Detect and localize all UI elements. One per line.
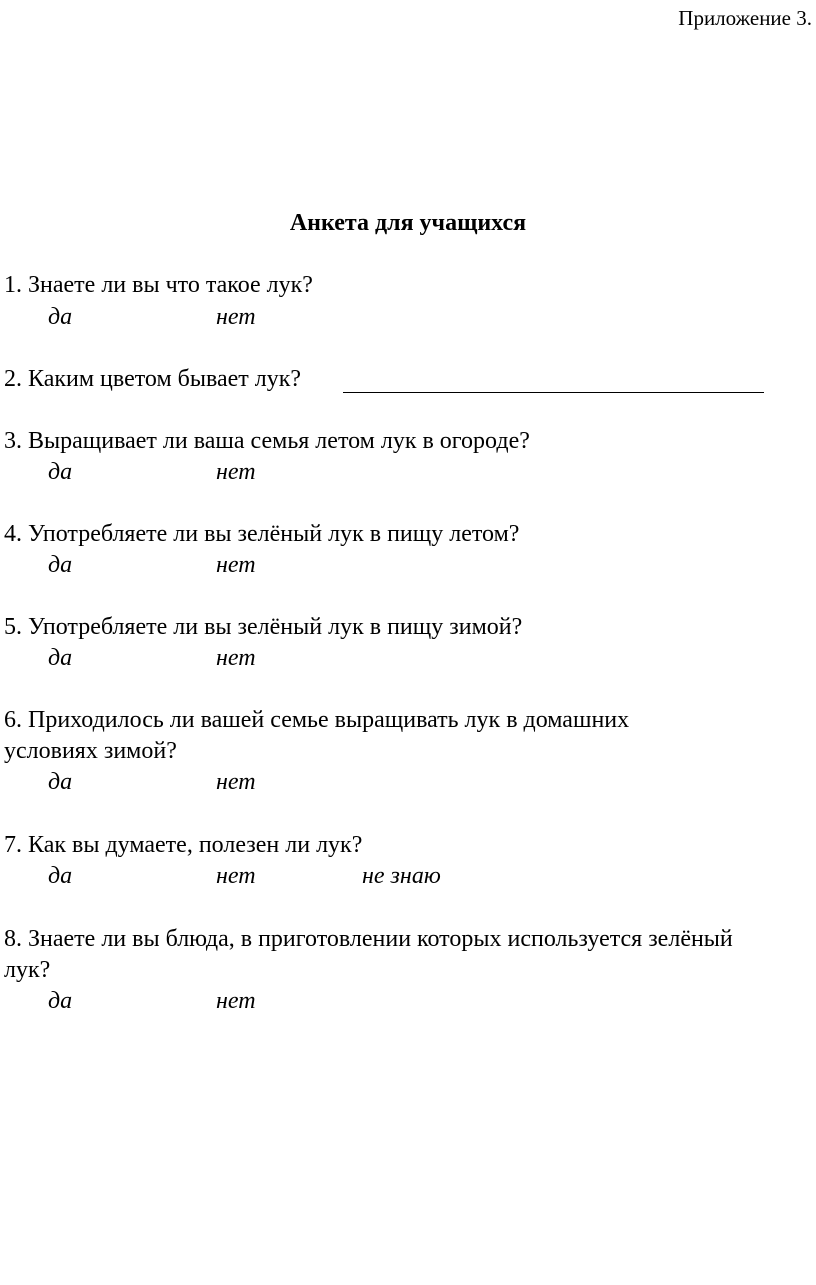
question-5-text: 5. Употребляете ли вы зелёный лук в пищу зимой? — [4, 614, 523, 640]
answer-yes[interactable]: да — [48, 769, 73, 795]
answer-blank-line[interactable] — [343, 392, 764, 393]
answer-yes[interactable]: да — [48, 645, 73, 671]
answer-no[interactable]: нет — [216, 552, 256, 578]
question-4-text: 4. Употребляете ли вы зелёный лук в пищу летом? — [4, 521, 520, 547]
question-1-answers — [0, 302, 816, 333]
answer-no[interactable]: нет — [216, 769, 256, 795]
answer-no[interactable]: нет — [216, 863, 256, 889]
answer-yes[interactable]: да — [48, 863, 73, 889]
question-3-text: 3. Выращивает ли ваша семья летом лук в огороде? — [4, 428, 530, 454]
answer-yes[interactable]: да — [48, 988, 73, 1014]
appendix-label: Приложение 3. — [678, 6, 812, 30]
question-6-text: 6. Приходилось ли вашей семье выращивать лук в домашних условиях зимой? — [4, 707, 630, 764]
answer-dont-know[interactable]: не знаю — [362, 863, 441, 889]
answer-no[interactable]: нет — [216, 645, 256, 671]
question-7-text: 7. Как вы думаете, полезен ли лук? — [4, 832, 363, 858]
question-4-answers — [0, 550, 816, 581]
answer-yes[interactable]: да — [48, 552, 73, 578]
answer-yes[interactable]: да — [48, 459, 73, 485]
question-5-answers — [0, 643, 816, 674]
question-3-answers — [0, 457, 816, 488]
question-1-text: 1. Знаете ли вы что такое лук? — [4, 272, 313, 298]
answer-yes[interactable]: да — [48, 304, 73, 330]
question-7-answers — [0, 861, 816, 892]
question-8-text: 8. Знаете ли вы блюда, в приготовлении которых используется зелёный лук? — [4, 926, 733, 983]
answer-no[interactable]: нет — [216, 459, 256, 485]
question-6-answers — [0, 767, 816, 798]
question-8-answers — [0, 986, 816, 1017]
answer-no[interactable]: нет — [216, 988, 256, 1014]
answer-no[interactable]: нет — [216, 304, 256, 330]
page-title: Анкета для учащихся — [289, 210, 527, 236]
question-2-text: 2. Каким цветом бывает лук? — [4, 366, 302, 392]
